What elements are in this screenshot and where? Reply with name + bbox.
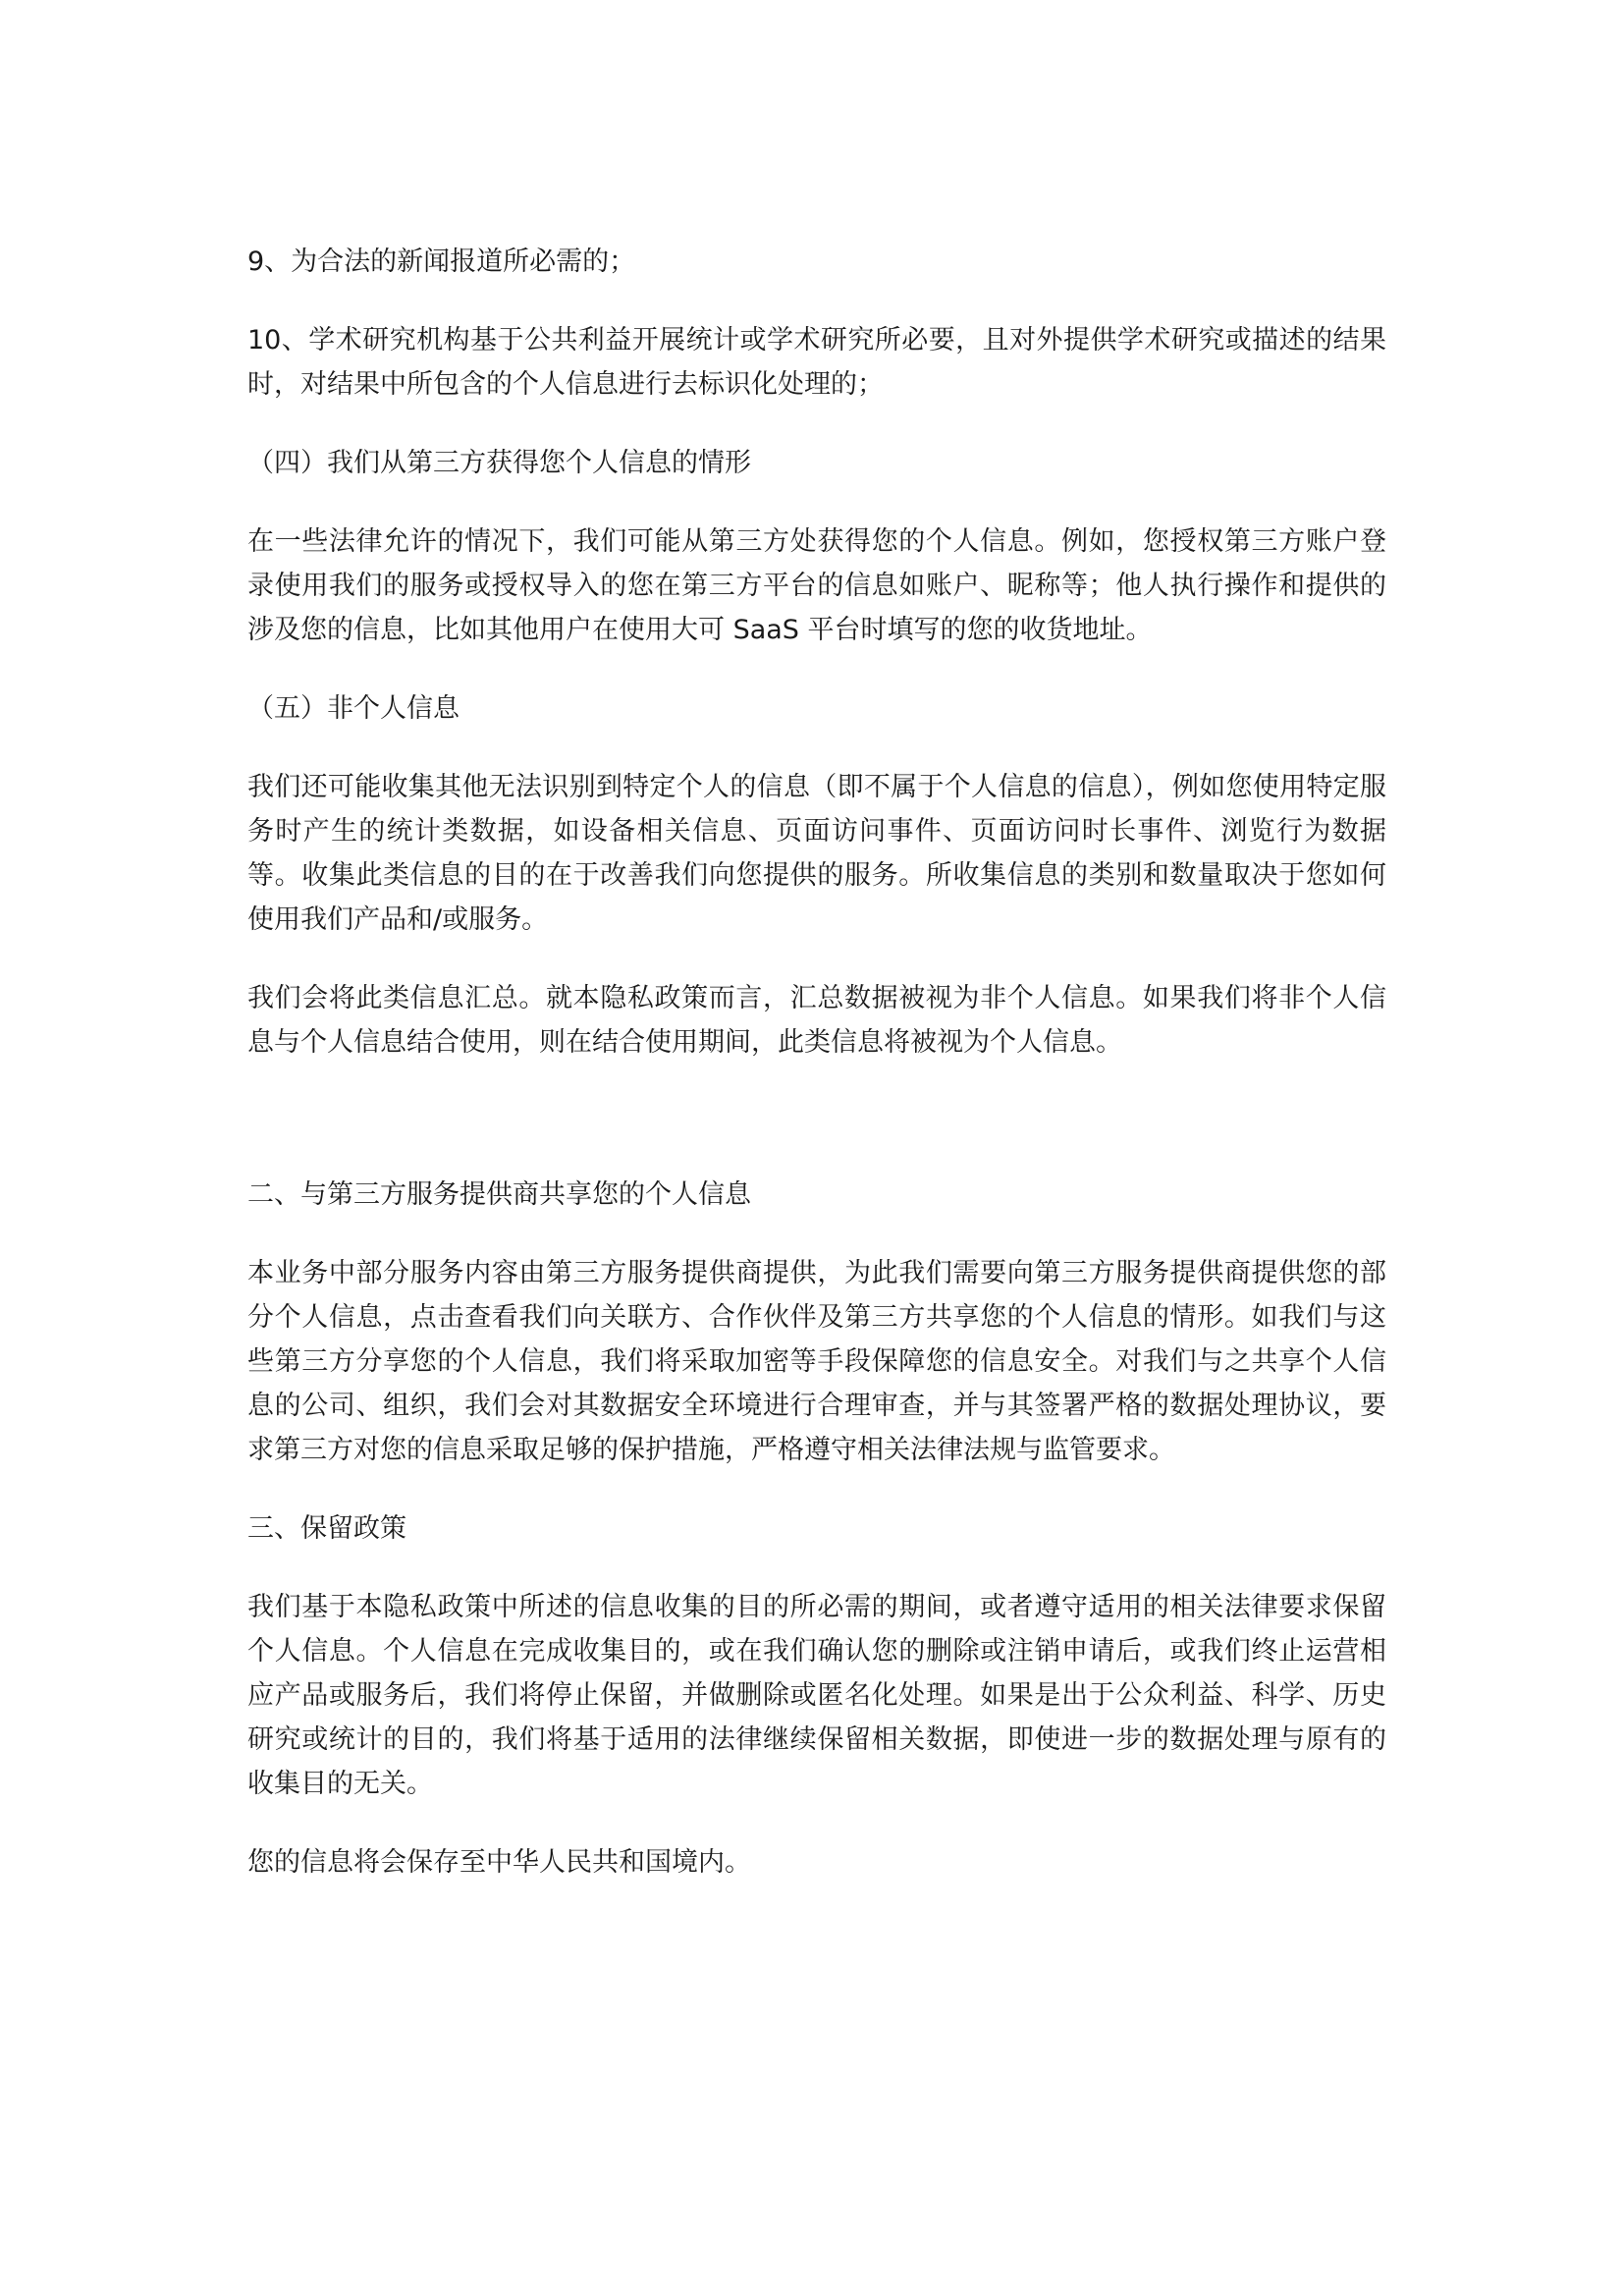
section-heading-2: 二、与第三方服务提供商共享您的个人信息 bbox=[247, 1179, 751, 1210]
paragraph-sharing: 本业务中部分服务内容由第三方服务提供商提供，为此我们需要向第三方服务提供商提供您的部分个人信息，点击查看我们向关联方、合作伙伴及第三方共享您的个人信息的情形。如我们与这些第三方分享您的个人信息，我们将采取加密等手段保障您的信息安全。对我们与之共享个人信息的公司、组织，我们会对其数据安全环境进行合理审查，并与其签署严格的数据处理协议，要求第三方对您的信息采取足够的保护措施，严格遵守相关法律法规与监管要求。 bbox=[247, 1258, 1386, 1465]
list-item-9: 9、为合法的新闻报道所必需的； bbox=[247, 246, 636, 277]
paragraph-third-party-sources: 在一些法律允许的情况下，我们可能从第三方处获得您的个人信息。例如，您授权第三方账户登录使用我们的服务或授权导入的您在第三方平台的信息如账户、昵称等；他人执行操作和提供的涉及您的信息，比如其他用户在使用大可 SaaS 平台时填写的您的收货地址。 bbox=[247, 526, 1386, 645]
section-heading-3: 三、保留政策 bbox=[247, 1513, 406, 1544]
paragraph-retention: 我们基于本隐私政策中所述的信息收集的目的所必需的期间，或者遵守适用的相关法律要求保留个人信息。个人信息在完成收集目的，或在我们确认您的删除或注销申请后，或我们终止运营相应产品或服务后，我们将停止保留，并做删除或匿名化处理。如果是出于公众利益、科学、历史研究或统计的目的，我们将基于适用的法律继续保留相关数据，即使进一步的数据处理与原有的收集目的无关。 bbox=[247, 1592, 1386, 1799]
subsection-heading-5: （五）非个人信息 bbox=[247, 693, 460, 724]
list-item-10: 10、学术研究机构基于公共利益开展统计或学术研究所必要，且对外提供学术研究或描述的结果时，对结果中所包含的个人信息进行去标识化处理的； bbox=[247, 325, 1386, 400]
paragraph-aggregate-info: 我们会将此类信息汇总。就本隐私政策而言，汇总数据被视为非个人信息。如果我们将非个人信息与个人信息结合使用，则在结合使用期间，此类信息将被视为个人信息。 bbox=[247, 983, 1386, 1058]
subsection-heading-4: （四）我们从第三方获得您个人信息的情形 bbox=[247, 448, 751, 478]
paragraph-non-personal-info: 我们还可能收集其他无法识别到特定个人的信息（即不属于个人信息的信息），例如您使用特定服务时产生的统计类数据，如设备相关信息、页面访问事件、页面访问时长事件、浏览行为数据等。收集此类信息的目的在于改善我们向您提供的服务。所收集信息的类别和数量取决于您如何使用我们产品和/或服务。 bbox=[247, 772, 1386, 935]
document-body bbox=[247, 240, 1386, 1885]
paragraph-storage-location: 您的信息将会保存至中华人民共和国境内。 bbox=[247, 1847, 751, 1878]
